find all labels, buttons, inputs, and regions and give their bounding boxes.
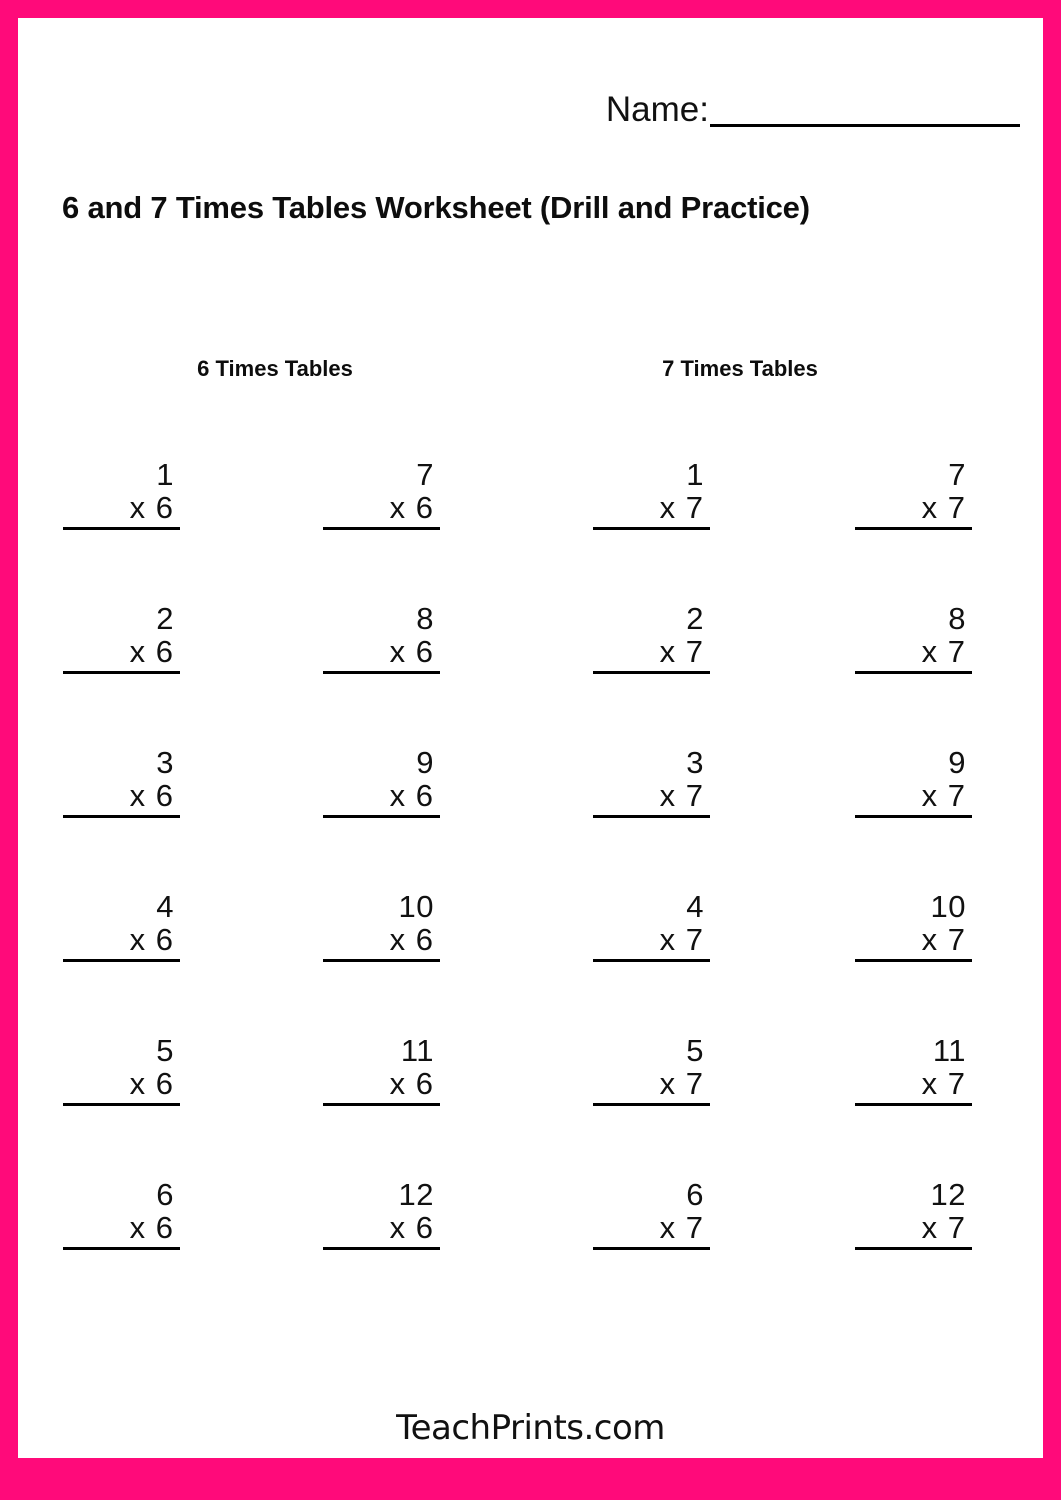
multiplier: x 6 xyxy=(389,1066,434,1102)
answer-rule[interactable] xyxy=(323,527,440,530)
answer-rule[interactable] xyxy=(855,527,972,530)
answer-rule[interactable] xyxy=(63,959,180,962)
problem-cell xyxy=(323,1034,440,1106)
section-headings xyxy=(18,356,1043,386)
answer-rule[interactable] xyxy=(593,1247,710,1250)
multiplier: x 6 xyxy=(129,922,174,958)
problem-cell xyxy=(593,602,710,674)
multiplicand: 9 xyxy=(416,745,434,780)
multiplicand: 6 xyxy=(686,1177,704,1212)
worksheet-sheet xyxy=(18,18,1043,1458)
multiplier: x 7 xyxy=(659,922,704,958)
multiplier: x 7 xyxy=(659,1210,704,1246)
multiplicand: 11 xyxy=(400,1033,434,1068)
problem-cell xyxy=(323,1178,440,1250)
problem-cell xyxy=(63,1034,180,1106)
answer-rule[interactable] xyxy=(63,1247,180,1250)
answer-rule[interactable] xyxy=(323,959,440,962)
name-field-row xyxy=(18,90,1020,127)
multiplier: x 7 xyxy=(921,1210,966,1246)
multiplicand: 12 xyxy=(398,1177,434,1212)
multiplicand: 8 xyxy=(416,601,434,636)
problem-cell xyxy=(593,1178,710,1250)
problem-cell xyxy=(855,602,972,674)
multiplier: x 6 xyxy=(389,1210,434,1246)
multiplicand: 12 xyxy=(930,1177,966,1212)
multiplicand: 2 xyxy=(686,601,704,636)
multiplier: x 6 xyxy=(129,1210,174,1246)
problem-cell xyxy=(593,458,710,530)
multiplicand: 4 xyxy=(686,889,704,924)
multiplier: x 7 xyxy=(659,634,704,670)
multiplicand: 1 xyxy=(156,457,174,492)
problem-cell xyxy=(593,746,710,818)
problem-row xyxy=(18,746,1043,890)
multiplier: x 7 xyxy=(921,634,966,670)
multiplier: x 6 xyxy=(389,634,434,670)
answer-rule[interactable] xyxy=(855,959,972,962)
multiplier: x 6 xyxy=(129,490,174,526)
multiplicand: 3 xyxy=(156,745,174,780)
multiplicand: 4 xyxy=(156,889,174,924)
problem-cell xyxy=(855,1034,972,1106)
answer-rule[interactable] xyxy=(593,671,710,674)
multiplier: x 6 xyxy=(389,922,434,958)
answer-rule[interactable] xyxy=(855,815,972,818)
page-title: 6 and 7 Times Tables Worksheet (Drill and Practice) xyxy=(62,190,810,225)
multiplicand: 7 xyxy=(948,457,966,492)
problem-cell xyxy=(593,890,710,962)
multiplicand: 1 xyxy=(686,457,704,492)
answer-rule[interactable] xyxy=(855,1103,972,1106)
problem-cell xyxy=(855,458,972,530)
multiplier: x 7 xyxy=(921,490,966,526)
multiplier: x 6 xyxy=(129,1066,174,1102)
footer-site-name: TeachPrints.com xyxy=(396,1408,665,1448)
answer-rule[interactable] xyxy=(63,527,180,530)
multiplicand: 10 xyxy=(398,889,434,924)
multiplier: x 6 xyxy=(129,634,174,670)
problem-cell xyxy=(323,890,440,962)
problem-grid xyxy=(18,458,1043,1322)
problem-row xyxy=(18,890,1043,1034)
problem-row xyxy=(18,602,1043,746)
answer-rule[interactable] xyxy=(63,1103,180,1106)
problem-cell xyxy=(63,890,180,962)
problem-cell xyxy=(323,458,440,530)
multiplier: x 6 xyxy=(389,490,434,526)
answer-rule[interactable] xyxy=(323,671,440,674)
problem-row xyxy=(18,458,1043,602)
problem-cell xyxy=(855,746,972,818)
problem-cell xyxy=(855,890,972,962)
answer-rule[interactable] xyxy=(63,815,180,818)
problem-cell xyxy=(63,458,180,530)
answer-rule[interactable] xyxy=(593,959,710,962)
answer-rule[interactable] xyxy=(323,1247,440,1250)
answer-rule[interactable] xyxy=(855,671,972,674)
name-input-blank[interactable] xyxy=(710,90,1020,127)
multiplier: x 7 xyxy=(659,1066,704,1102)
problem-cell xyxy=(323,602,440,674)
multiplier: x 7 xyxy=(921,778,966,814)
answer-rule[interactable] xyxy=(63,671,180,674)
problem-cell xyxy=(63,1178,180,1250)
multiplier: x 7 xyxy=(659,778,704,814)
answer-rule[interactable] xyxy=(593,815,710,818)
multiplicand: 8 xyxy=(948,601,966,636)
answer-rule[interactable] xyxy=(855,1247,972,1250)
name-label: Name: xyxy=(605,90,709,129)
multiplicand: 11 xyxy=(932,1033,966,1068)
multiplier: x 6 xyxy=(129,778,174,814)
multiplicand: 5 xyxy=(156,1033,174,1068)
multiplicand: 2 xyxy=(156,601,174,636)
answer-rule[interactable] xyxy=(323,815,440,818)
problem-cell xyxy=(63,746,180,818)
multiplicand: 3 xyxy=(686,745,704,780)
problem-row xyxy=(18,1178,1043,1322)
problem-cell xyxy=(63,602,180,674)
multiplicand: 6 xyxy=(156,1177,174,1212)
multiplicand: 7 xyxy=(416,457,434,492)
multiplier: x 7 xyxy=(659,490,704,526)
problem-cell xyxy=(323,746,440,818)
answer-rule[interactable] xyxy=(593,1103,710,1106)
multiplier: x 6 xyxy=(389,778,434,814)
problem-row xyxy=(18,1034,1043,1178)
multiplier: x 7 xyxy=(921,922,966,958)
section-heading-7-times: 7 Times Tables xyxy=(662,356,818,381)
answer-rule[interactable] xyxy=(593,527,710,530)
multiplicand: 9 xyxy=(948,745,966,780)
multiplicand: 10 xyxy=(930,889,966,924)
problem-cell xyxy=(855,1178,972,1250)
answer-rule[interactable] xyxy=(323,1103,440,1106)
section-heading-6-times: 6 Times Tables xyxy=(197,356,353,381)
multiplier: x 7 xyxy=(921,1066,966,1102)
problem-cell xyxy=(593,1034,710,1106)
multiplicand: 5 xyxy=(686,1033,704,1068)
